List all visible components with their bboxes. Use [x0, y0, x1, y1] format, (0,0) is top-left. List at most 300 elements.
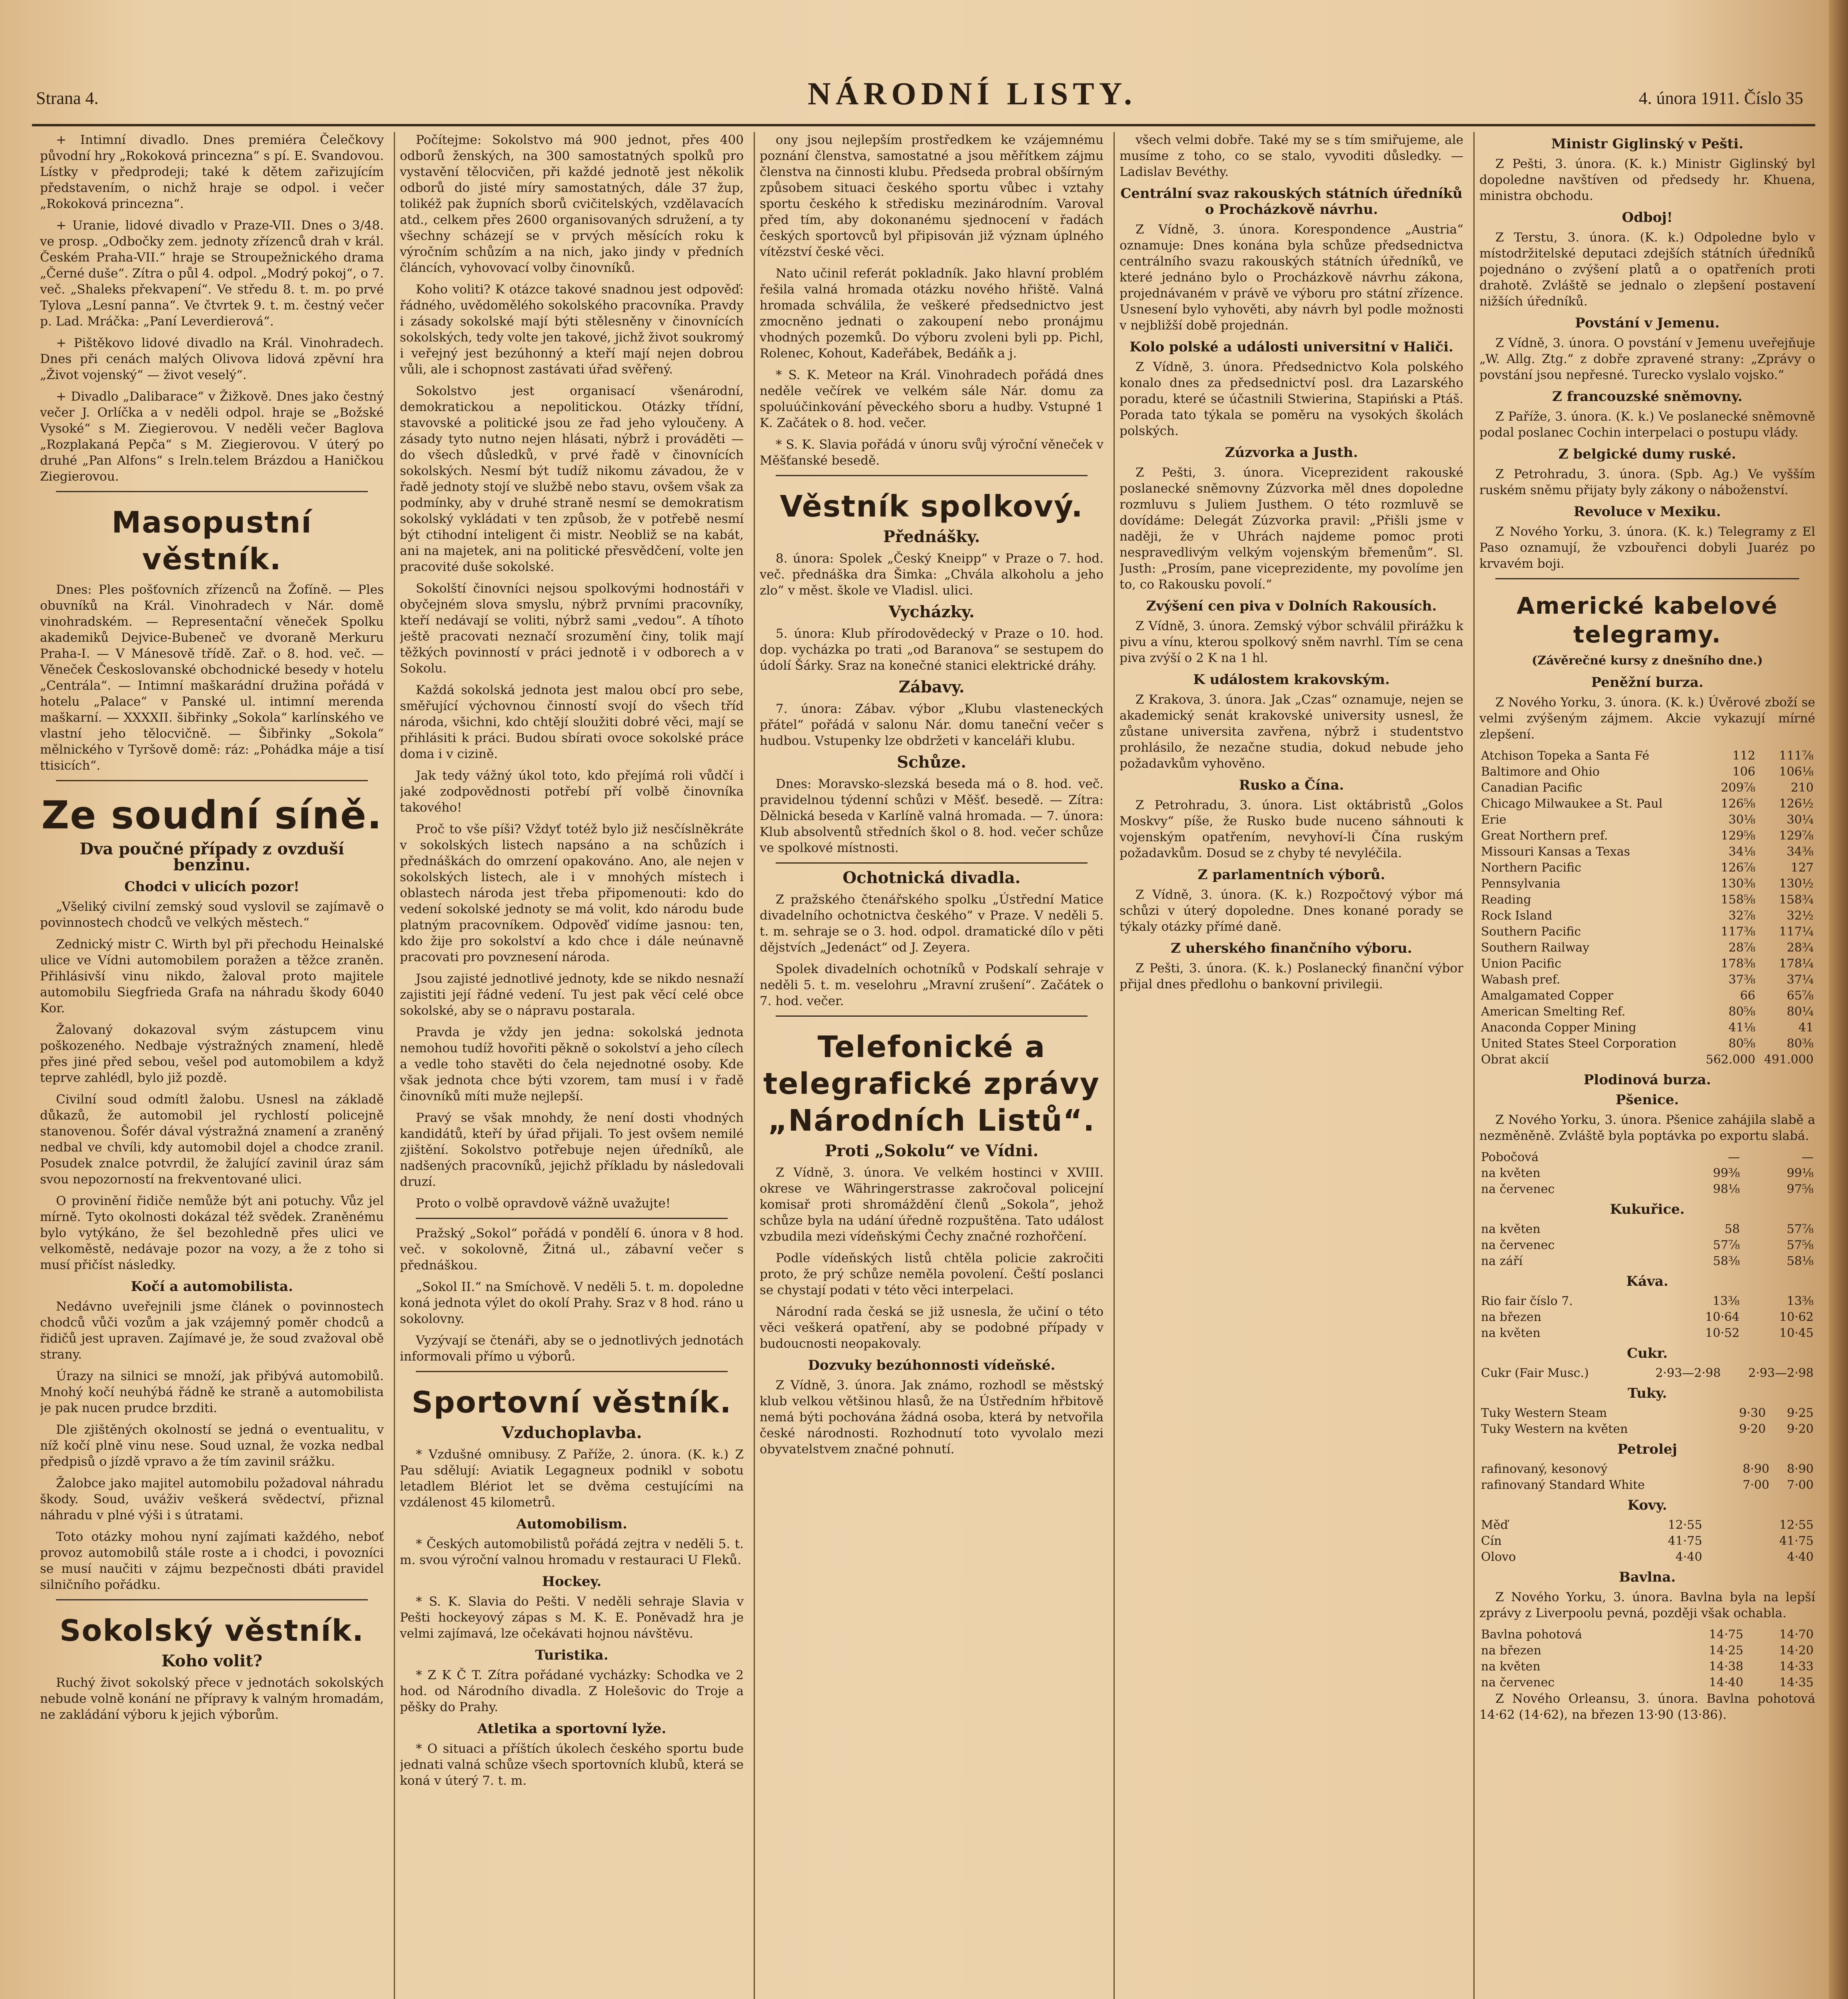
sokol-article-paragraph: Pravý se však mnohdy, že není dosti vhodných kandidátů, kteří by úřad přijali. To jest ovšem nemilé zjištění. Sokolstvo potřebuje nejen úředníků, ale nadšených pracovníků, jejichž příkladu by následovali druzí. [400, 1111, 744, 1189]
fat-table [1479, 1405, 1815, 1437]
news-paragraph: Z Petrohradu, 3. února. List oktábristů „Golos Moskvy“ píše, že Rusko bude nuceno sáhnouti k vojenským opatřením, nevyhoví-li Čína ruským požadavkům. Dosud se z chyby té nevyléčila. [1120, 798, 1463, 860]
quote-value: 34⅛ [1728, 845, 1756, 859]
section-title-sport: Sportovní věstník. [411, 1385, 732, 1420]
quote-value: 158¾ [1779, 893, 1814, 907]
quote-value: 57⅝ [1786, 1238, 1814, 1252]
quote-value: 80⅝ [1728, 1005, 1756, 1019]
news-heading: Povstání v Jemenu. [1575, 315, 1720, 331]
theatre-notice: + Intimní divadlo. Dnes premiéra Čelečkovy původní hry „Rokoková princezna“ s pí. E. Svandovou. Lístky v předprodeji; také k dětem zařizujícím představením, o nichž hraje se odpol. i večer „Rokoková princezna“. [40, 133, 384, 211]
section-rule [776, 862, 1088, 864]
theatre-notice: + Divadlo „Dalibarace“ v Žižkově. Dnes jako čestný večer J. Orlíčka a v neděli odpol. hraje se „Božské Vysoké“ s M. Ziegierovou. V neděli večer Baglova „Rozplakaná Pepča“ s M. Ziegierovou. V úterý po druhé „Pan Alfons“ s Ireln.telem Brázdou a Haničkou Ziegierovou. [40, 389, 384, 484]
quote-value: 130½ [1779, 877, 1814, 891]
quote-row [1479, 764, 1815, 780]
market-paragraph: Z Nového Yorku, 3. února. Pšenice zahájila slabě a nezměněně. Zvláště byla poptávka po exportu slabá. [1479, 1113, 1815, 1143]
quote-row [1479, 1477, 1815, 1493]
section-rule [776, 475, 1088, 476]
sport-paragraph: * Českých automobilistů pořádá zejtra v neděli 5. t. m. svou výroční valnou hromadu v restauraci U Fleků. [400, 1537, 744, 1567]
sokol-notice: Pražský „Sokol“ pořádá v pondělí 6. února v 8 hod. več. v sokolovně, Žitná ul., zábavní večer s přednáškou. [400, 1226, 744, 1273]
quote-label: Pennsylvania [1481, 877, 1561, 891]
quote-value: 41·75 [1779, 1534, 1814, 1548]
quote-value: 57⅞ [1786, 1222, 1814, 1236]
news-heading: Zúzvorka a Justh. [1225, 445, 1358, 461]
quote-row [1479, 1036, 1815, 1052]
quote-label: na březen [1481, 1644, 1541, 1658]
commodity-heading: Pšenice. [1615, 1092, 1679, 1108]
quote-value: 12·55 [1779, 1518, 1814, 1532]
sokol-notice: Vyzývají se čtenáři, aby se o jednotlivých jednotách informovali přímo u výborů. [400, 1333, 744, 1364]
quote-value: 2·93—2·98 [1655, 1366, 1721, 1380]
quote-row [1479, 1181, 1815, 1197]
news-heading: Ministr Giglinský v Pešti. [1551, 136, 1744, 152]
quote-value: 106⅛ [1779, 765, 1814, 779]
news-paragraph: Z Vídně, 3. února. Předsednictvo Kola polského konalo dnes za předsednictví posl. dra Lazarského poradu, které se účastnili Stwierina, Stapiński a Ptáš. Porada tato týkala se poměru na vysokých školách polských. [1120, 360, 1463, 438]
corn-table [1479, 1221, 1815, 1269]
column-2 [400, 132, 744, 1999]
quote-label: Tuky Western na květen [1481, 1422, 1628, 1436]
spolk-paragraph: Dnes: Moravsko-slezská beseda má o 8. hod. več. pravidelnou týdenní schůzi v Měšť. besedě. — Zítra: Dělnická beseda v Karlíně valná hromada. — 7. února: Klub absolventů středních škol o 8. hod. večer schůze ve spolkové místnosti. [760, 777, 1104, 855]
quote-label: rafinovaný Standard White [1481, 1478, 1645, 1492]
quote-row [1479, 780, 1815, 796]
quote-row [1479, 1517, 1815, 1533]
news-heading: Z parlamentních výborů. [1197, 867, 1385, 883]
sokol-subtitle: Koho volit? [161, 1652, 263, 1670]
news-paragraph: Z Paříže, 3. února. (K. k.) Ve poslanecké sněmovně podal poslanec Cochin interpelaci o postupu vlády. [1479, 409, 1815, 440]
quote-row [1479, 1405, 1815, 1421]
quote-value: 32½ [1786, 909, 1814, 923]
sport-club-paragraph: * S. K. Slavia pořádá v únoru svůj výroční věneček v Měšťanské besedě. [760, 437, 1104, 468]
court-paragraph: Žalovaný dokazoval svým zástupcem vinu poškozeného. Nedbaje výstražných znamení, hledě přes jiné před sebou, vešel pod automobilem a když teprve zahlédl, bylo již pozdě. [40, 1023, 384, 1085]
news-heading: Z francouzské sněmovny. [1552, 389, 1742, 405]
quote-value: 97⅝ [1786, 1182, 1814, 1196]
court-paragraph: „Všeliký civilní zemský soud vyslovil se zajímavě o povinnostech chodců ve velkých městech.“ [40, 900, 384, 930]
quote-row [1479, 1237, 1815, 1253]
auto-paragraph: Toto otázky mohou nyní zajímati každého, neboť provoz automobilů stále roste a i chodci, i povozníci se musí naučiti v zájmu bezpečnosti dbáti pravidel silničního pořádku. [40, 1530, 384, 1592]
quote-value: 112 [1732, 749, 1756, 763]
quote-value: 209⅞ [1720, 781, 1756, 795]
sokol-article-paragraph: Pravda je vždy jen jedna: sokolská jednota nemohou tudíž hovořiti pěkně o sokolství a jeho cílech a vedle toho stavěti do čela nejednotné osoby. Kde však jednota chce býti vzorem, tam musí i v řadě činovníků míti muže nejlepší. [400, 1025, 744, 1103]
quote-value: 30¼ [1786, 813, 1814, 827]
quote-value: 57⅞ [1713, 1238, 1740, 1252]
quote-label: Cukr (Fair Musc.) [1481, 1366, 1589, 1380]
quote-value: 58⅜ [1713, 1254, 1740, 1268]
quote-value: 37⅜ [1728, 973, 1756, 987]
quote-row [1479, 1325, 1815, 1341]
quote-label: Wabash pref. [1481, 973, 1561, 987]
quote-row [1479, 1309, 1815, 1325]
sport-paragraph: * S. K. Slavia do Pešti. V neděli sehraje Slavia v Pešti hockeyový zápas s M. K. E. Poněvadž hra je velmi zajímavá, lze očekávati hojnou návštěvu. [400, 1594, 744, 1641]
quote-value: 10·62 [1779, 1310, 1814, 1324]
quote-label: Bavlna pohotová [1481, 1628, 1582, 1642]
section-rule [56, 780, 368, 781]
quote-value: 14·25 [1709, 1644, 1744, 1658]
quote-row [1479, 1149, 1815, 1165]
commodity-heading: Bavlna. [1618, 1569, 1676, 1585]
quote-value: 66 [1740, 989, 1756, 1003]
sokol-article-paragraph: Sokolstvo jest organisací všenárodní, demokratickou a nepolitickou. Otázky třídní, stavovské a politické jsou ze řad jeho vyloučeny. A zásady tyto nutno nejen hlásati, nýbrž i prováděti — do všech důsledků, v prvé řadě v činovnících sokolských. Nesmí být tudíž nikomu závadou, že v řadě jednoty stojí ve službě nebo stavu, ovšem však za podmínky, aby v druhé straně nesmí se demokratism sokolský vykládati v ten způsob, že v potřebě nesmí být ctihodní inteligent či mistr. Neobliž se na kabát, ani na majetek, ani na politické přesvědčení, volte jen pracovité duše sokolské. [400, 384, 744, 574]
quote-value: 28¾ [1786, 941, 1814, 955]
masthead-title: NÁRODNÍ LISTY. [808, 76, 1137, 112]
sokol-article-paragraph: Jsou zajisté jednotlivé jednoty, kde se nikdo nesnaží zajistiti její řádné vedení. Tu jest pak věcí celé obce sokolské, aby se o nápravu postarala. [400, 972, 744, 1018]
sport-club-paragraph: Nato učinil referát pokladník. Jako hlavní problém řešila valná hromada otázku nového hřiště. Valná hromada schválila, že veškeré předsednictvo jest zmocněno jednati o zakoupení nebo pronájmu vhodných pozemků. Do výboru zvoleni byli pp. Pichl, Rolenec, Kohout, Kadeřábek, Bedáňk a j. [760, 266, 1104, 361]
quote-value: 99⅛ [1786, 1166, 1814, 1180]
quote-value: 28⅞ [1728, 941, 1756, 955]
sport-heading: Turistika. [535, 1647, 609, 1663]
quote-value: 127 [1790, 861, 1814, 875]
auto-subtitle: Kočí a automobilista. [131, 1279, 293, 1295]
commodity-heading: Káva. [1626, 1273, 1668, 1289]
quote-label: Anaconda Copper Mining [1481, 1021, 1636, 1035]
news-heading: Rusko a Čína. [1239, 777, 1344, 793]
quote-label: Chicago Milwaukee a St. Paul [1481, 797, 1663, 811]
sokol-article-paragraph: Proč to vše píši? Vždyť totéž bylo již nesčíslněkráte v sokolských listech napsáno a na schůzích i přednáškách do omrzení opakováno. Ano, ale nejen v sokolských listech, ale i v mnohých místech i oblastech národa jest třeba připomenouti: kdo do vedení sokolské jednoty se má volit, kdo národu bude platným pracovníkem. Odpověď vidíme jasnou: ten, kdo žije pro sokolství a kdo chce i dále neúnavně pracovati pro povznesení národa. [400, 822, 744, 964]
quote-row [1479, 908, 1815, 924]
quote-row [1479, 812, 1815, 828]
wheat-table [1479, 1149, 1815, 1197]
quote-value: 41·75 [1668, 1534, 1702, 1548]
page-number: Strana 4. [36, 88, 99, 108]
quote-value: 80⅝ [1728, 1037, 1756, 1051]
quote-label: American Smelting Ref. [1481, 1005, 1626, 1019]
quote-row [1479, 988, 1815, 1004]
section-rule [1495, 578, 1799, 579]
news-heading: K událostem krakovským. [1193, 672, 1390, 688]
quote-row [1479, 1020, 1815, 1036]
quote-label: Tuky Western Steam [1481, 1406, 1607, 1420]
quote-row [1479, 1052, 1815, 1068]
page-binding-edge [1829, 0, 1848, 1999]
news-paragraph: Z Pešti, 3. února. (K. k.) Poslanecký finanční výbor přijal dnes předlohu o bankovní privilegii. [1120, 961, 1463, 992]
news-paragraph: Z Pešti, 3. února. (K. k.) Ministr Giglinský byl dopoledne navštíven od předsedy hr. Khuena, ministra obchodu. [1479, 157, 1815, 203]
column-divider [394, 132, 395, 1999]
quote-row [1479, 844, 1815, 860]
quote-row [1479, 1293, 1815, 1309]
header-rule [32, 124, 1815, 126]
quote-value: 13⅜ [1712, 1294, 1740, 1308]
quote-row [1479, 1253, 1815, 1269]
quote-label: Canadian Pacific [1481, 781, 1583, 795]
spolk-subtitle: Schůze. [897, 753, 966, 772]
quote-label: Northern Pacific [1481, 861, 1581, 875]
quote-label: Cín [1481, 1534, 1502, 1548]
quote-label: na květen [1481, 1222, 1541, 1236]
auto-paragraph: Žalobce jako majitel automobilu požadoval náhradu škody. Soud, uváživ veškerá svědectví, přiznal náhradu v plné výši i s útratami. [40, 1476, 384, 1522]
amateur-theatre-paragraph: Spolek divadelních ochotníků v Podskalí sehraje v neděli 5. t. m. veselohru „Mravní zrušení“. Začátek o 7. hod. večer. [760, 962, 1104, 1008]
spolk-paragraph: 5. února: Klub přírodovědecký v Praze o 10. hod. dop. vycházka po trati „od Baranova“ se sestupem do údolí Šárky. Sraz na konečné stanici elektrické dráhy. [760, 626, 1104, 673]
quote-value: 58⅛ [1786, 1254, 1814, 1268]
quote-label: na září [1481, 1254, 1523, 1268]
court-paragraph: Zednický mistr C. Wirth byl při přechodu Heinalské ulice ve Vídni automobilem poražen a těžce zraněn. Přihlásivší vinu nikdo, žaloval proto majitele automobilu Siegfrieda Grafa na náhradu škody 6040 Kor. [40, 937, 384, 1015]
news-paragraph: všech velmi dobře. Také my se s tím smiřujeme, ale musíme z toho, co se stalo, vyvoditi důsledky. — Ladislav Bevéthy. [1120, 133, 1463, 179]
quote-row [1479, 796, 1815, 812]
section-rule [416, 1371, 728, 1372]
quote-value: 32⅞ [1728, 909, 1756, 923]
spolk-paragraph: 7. února: Zábav. výbor „Klubu vlasteneckých přátel“ pořádá v salonu Nár. domu taneční večer s hudbou. Vstupenky lze obdržeti v kanceláři klubu. [760, 702, 1104, 748]
quote-value: 158⅝ [1720, 893, 1756, 907]
quote-value: 126½ [1779, 797, 1814, 811]
auto-paragraph: Nedávno uveřejnili jsme článek o povinnostech chodců vůči vozům a jak vzájemný poměr chodců a řidičů jest upraven. Zajímavé je, že soud zvažoval obě strany. [40, 1299, 384, 1362]
quote-label: Union Pacific [1481, 957, 1562, 971]
spolk-subtitle: Vycházky. [888, 602, 975, 621]
quote-value: 14·38 [1709, 1660, 1744, 1674]
news-paragraph: Z Vídně, 3. února. Zemský výbor schválil přirážku k pivu a vínu, kterou spolkový sněm navrhl. Tím se cena piva zvýší o 2 K na 1 hl. [1120, 619, 1463, 665]
quote-label: Rio fair číslo 7. [1481, 1294, 1573, 1308]
quote-label: Měď [1481, 1518, 1508, 1532]
quote-label: na březen [1481, 1310, 1541, 1324]
quote-value: 111⅞ [1779, 749, 1814, 763]
quote-value: 14·35 [1779, 1676, 1814, 1690]
quote-row [1479, 1461, 1815, 1477]
quote-label: Rock Island [1481, 909, 1553, 923]
sport-club-paragraph: ony jsou nejlepším prostředkem ke vzájemnému poznání členstva, samostatné a jsou měřítkem zájmu členstva na činnosti klubu. Předseda probral obšírným způsobem situaci českého sportu vůbec i vztahy sportu českého k středisku mezinárodním. Varoval před tím, aby dokonanému sjednocení v řadách českých sportovců byl připisován již význam úplného vítězství české věci. [760, 133, 1104, 259]
quote-value: 178¼ [1779, 957, 1814, 971]
quote-value: 30⅛ [1728, 813, 1756, 827]
masopust-text: Dnes: Ples pošťovních zřízenců na Žofíně. — Ples obuvníků na Král. Vinohradech v Nár. domě vinohradském. — Representační věneček Spolku akademiků Dejvice-Bubeneč ve dvoraně Merkuru Praha-I. — V Mánesově třídě. Zař. o 8. hod. več. — Věneček Českoslovanské obchodnické besedy v hotelu „Centrála“. — Intimní maškarádní družina pořádá v hotelu „Palace“ v Panské ul. intimní merenda maškarní. — XXXXII. šibřinky „Sokola“ karlínského ve vlastní jeho tělocvičně. — Šibřinky „Sokola“ mělnického v Tyršově domě: ráz: „Pohádka máje a tisí ttisicích“. [40, 583, 384, 773]
sport-paragraph: * Z K Č T. Zítra pořádané vycházky: Schodka ve 2 hod. od Národního divadla. Z Holešovic do Troje a pěšky do Prahy. [400, 1668, 744, 1714]
news-heading: Z uherského finančního výboru. [1171, 940, 1412, 956]
sokol-article-paragraph: Každá sokolská jednota jest malou obcí pro sebe, směřující výchovnou činností svojí do všech tříd národa, všichni, kdo chtějí sloužiti dobré věci, mají se přihlásiti k práci. Budou sbírati ovoce sokolské práce doma i v cizině. [400, 683, 744, 761]
quote-row [1479, 1627, 1815, 1643]
quote-value: 491.000 [1764, 1053, 1814, 1067]
quote-label: na červenec [1481, 1676, 1555, 1690]
quote-value: 130⅜ [1720, 877, 1756, 891]
quote-value: 7·00 [1787, 1478, 1814, 1492]
sokol-article-paragraph: Koho voliti? K otázce takové snadnou jest odpověď: řádného, uvědomělého sokolského pracovníka. Pravdy i zásady sokolské mají býti stělesněny v činovnících sokolských, tedy volte jen takové, jichž život soukromý i veřejný jest bezúhonný a kteří mají nejen dobrou vůli, ale i schopnost zastávati úřad svěřený. [400, 282, 744, 377]
quote-row [1479, 1643, 1815, 1659]
quote-row [1479, 892, 1815, 908]
quote-value: 9·30 [1739, 1406, 1766, 1420]
page-header [28, 72, 1819, 120]
quote-value: 58 [1724, 1222, 1740, 1236]
auto-paragraph: Dle zjištěných okolností se jedná o eventualitu, v níž kočí plně vinu nese. Soud uznal, že vozka nedbal předpisů o jízdě vpravo a že tím zavinil srážku. [40, 1422, 384, 1469]
quote-label: Southern Pacific [1481, 925, 1581, 939]
cotton-table [1479, 1627, 1815, 1691]
column-divider [1114, 132, 1115, 1999]
section-title-sokol: Sokolský věstník. [59, 1614, 365, 1648]
stock-quotes-table [1479, 748, 1815, 1068]
quote-value: 8·90 [1787, 1462, 1814, 1476]
quote-value: 8·90 [1742, 1462, 1770, 1476]
quote-value: 13⅜ [1786, 1294, 1814, 1308]
market-paragraph: Z Nového Yorku, 3. února. Bavlna byla na lepší zprávy z Liverpoolu pevná, později však ochabla. [1479, 1590, 1815, 1620]
quote-value: 9·25 [1787, 1406, 1814, 1420]
news-paragraph: Z Terstu, 3. února. (K. k.) Odpoledne bylo v místodržitelské deputaci zdejších státních úředníků pojednáno o zvýšení platů a o opatřeních proti drahotě. Zvláště se jednalo o zlepšení postavení nižších úředníků. [1479, 230, 1815, 309]
quote-row [1479, 1659, 1815, 1675]
quote-label: rafinovaný, kesonový [1481, 1462, 1608, 1476]
auto-paragraph: Úrazy na silnici se množí, jak přibývá automobilů. Mnohý kočí neuhýbá řádně ke straně a automobilista je pak nucen prudce brzditi. [40, 1369, 384, 1415]
quote-value: 117¼ [1779, 925, 1814, 939]
news-heading: Revoluce v Mexiku. [1573, 504, 1721, 520]
court-paragraph: Civilní soud odmítl žalobu. Usnesl na základě důkazů, že automobil jel rychlostí policejně stanovenou. Šofér dával výstražná znamení a zraněný nedbal ve chvíli, kdy automobil dojel a chodce zranil. Posudek znalce potvrdil, že žalující zavinil úraz sám svou nepozorností na frekventované ulici. [40, 1092, 384, 1187]
news-paragraph: Z Petrohradu, 3. února. (Spb. Ag.) Ve vyšším ruském sněmu přijaty byly zákony o náboženství. [1479, 467, 1815, 497]
court-subtitle: Dva poučné případy z ovzduší benzinu. [80, 840, 344, 874]
column-3 [760, 132, 1104, 1999]
news-heading: Centrální svaz rakouských státních úředníků o Procházkově návrhu. [1120, 186, 1463, 217]
telegram-paragraph: Podle vídeňských listů chtěla policie zakročiti proto, že prý schůze neměla povolení. Čeští poslanci se chystají podati v této věci interpelaci. [760, 1251, 1104, 1297]
quote-value: 178⅜ [1720, 957, 1756, 971]
quote-label: Atchison Topeka a Santa Fé [1481, 749, 1650, 763]
sokol-article-paragraph: Jak tedy vážný úkol toto, kdo přejímá roli vůdčí i jaké zodpovědnosti potřebí pří volbě činovníka takového! [400, 768, 744, 815]
news-paragraph: Z Nového Yorku, 3. února. (K. k.) Telegramy z El Paso oznamují, že vzbouřenci dobyli Juaréz po krvavém boji. [1479, 525, 1815, 571]
market-paragraph: Z Nového Orleansu, 3. února. Bavlna pohotová 14·62 (14·62), na březen 13·90 (13·86). [1479, 1692, 1815, 1722]
court-paragraph: O provinění řidiče nemůže být ani potuchy. Vůz jel mírně. Tyto okolnosti dokázal též svědek. Zraněnému bylo vytýkáno, že šel bezohledně přes ulici ve velkoměstě, nedávaje pozor na vozy, a že z toho si musí přičíst následky. [40, 1194, 384, 1272]
quote-value: 126⅞ [1720, 861, 1756, 875]
quote-label: na květen [1481, 1166, 1541, 1180]
quote-value: 80¼ [1786, 1005, 1814, 1019]
quote-value: 41 [1798, 1021, 1814, 1035]
quote-value: — [1802, 1150, 1814, 1164]
quote-row [1479, 1549, 1815, 1565]
quote-label: Great Northern pref. [1481, 829, 1608, 843]
quote-value: 10·45 [1779, 1326, 1814, 1340]
sugar-table [1479, 1365, 1815, 1381]
quote-value: 126⅝ [1720, 797, 1756, 811]
quote-value: 99⅜ [1713, 1166, 1740, 1180]
section-rule [416, 1218, 728, 1219]
quote-label: Missouri Kansas a Texas [1481, 845, 1630, 859]
section-title-court: Ze soudní síně. [41, 793, 383, 838]
quote-value: 2·93—2·98 [1748, 1366, 1814, 1380]
quote-label: United States Steel Corporation [1481, 1037, 1677, 1051]
quote-label: na květen [1481, 1660, 1541, 1674]
news-paragraph: Z Vídně, 3. února. (K. k.) Rozpočtový výbor má schůzi v úterý dopoledne. Dnes konané porady se týkaly otázky přímé daně. [1120, 888, 1463, 934]
news-heading: Kolo polské a události universitní v Haliči. [1130, 339, 1453, 355]
sokol-notice: „Sokol II.“ na Smíchově. V neděli 5. t. m. dopoledne koná jednota výlet do okolí Prahy. Sraz v 8 hod. ráno u sokolovny. [400, 1280, 744, 1326]
quote-label: Obrat akcií [1481, 1053, 1549, 1067]
quote-row [1479, 860, 1815, 876]
court-subtitle-2: Chodci v ulicích pozor! [124, 879, 299, 895]
commodity-heading: Tuky. [1627, 1385, 1667, 1401]
coffee-table [1479, 1293, 1815, 1341]
quote-row [1479, 1221, 1815, 1237]
quote-row [1479, 1533, 1815, 1549]
sokol-article-paragraph: Proto o volbě opravdově vážně uvažujte! [416, 1196, 671, 1211]
news-paragraph: Z Vídně, 3. února. O povstání v Jemenu uveřejňuje „W. Allg. Ztg.“ z dobře zpravené strany: „Zprávy o povstání jsou nepřesné. Turecko vyslalo vojsko.“ [1479, 336, 1815, 382]
sokol-article-paragraph: Počítejme: Sokolstvo má 900 jednot, přes 400 odborů ženských, na 300 samostatných spolků pro vystavění tělocvičen, při každé jednotě jest několik odborů do jisté míry samostatných, dále 37 žup, tolikéž pak župních sborů cvičitelských, vzdělavacích atd., celkem přes 2600 organisovaných sdružení, a ty všechny scházejí se v prvých měsících roku k výročním schůzím a na nich, jako jindy v předních článcích, vyhovovací volby činovníků. [400, 133, 744, 275]
section-rule [56, 1599, 368, 1600]
market-paragraph: Z Nového Yorku, 3. února. (K. k.) Úvěrové zboží se velmi zvýšeným zájmem. Akcie vykazují mírné zlepšení. [1479, 695, 1815, 742]
spolk-paragraph: 8. února: Spolek „Český Kneipp“ v Praze o 7. hod. več. přednáška dra Šimka: „Chvála alkoholu a jeho zlo“ v měst. škole ve Vladisl. ulici. [760, 551, 1104, 598]
news-paragraph: Z Krakova, 3. února. Jak „Czas“ oznamuje, nejen se akademický senát krakovské university usnesl, že zůstane universita zavřena, nýbrž i studentstvo prohlásilo, že nezačne studia, dokud nebude jeho požadavkům vyhověno. [1120, 692, 1463, 771]
quote-label: na květen [1481, 1326, 1541, 1340]
american-subtitle: (Závěrečné kursy z dnešního dne.) [1532, 654, 1763, 668]
column-divider [754, 132, 755, 1999]
quote-row [1479, 1365, 1815, 1381]
amateur-theatre-paragraph: Z pražského čtenářského spolku „Ústřední Matice divadelního ochotnictva českého“ v Praze. V neděli 5. t. m. sehraje se o 3. hod. odpol. dramatické dílo v pěti dějstvích „Jedenáct“ od J. Zeyera. [760, 892, 1104, 955]
quote-label: Southern Railway [1481, 941, 1590, 955]
quote-value: 14·20 [1779, 1644, 1814, 1658]
spolk-subtitle: Přednášky. [883, 527, 980, 546]
commodity-heading: Kukuřice. [1610, 1201, 1685, 1217]
quote-value: 10·52 [1705, 1326, 1740, 1340]
quote-row [1479, 828, 1815, 844]
sport-paragraph: * Vzdušné omnibusy. Z Paříže, 2. února. (K. k.) Z Pau sdělují: Aviatik Legagneux podnikl v sobotu letadlem Blériot let se dvěma cestujícími na vzdálenost 45 kilometrů. [400, 1447, 744, 1510]
quote-value: 4·40 [1787, 1550, 1814, 1564]
quote-row [1479, 956, 1815, 972]
quote-value: 210 [1790, 781, 1814, 795]
news-paragraph: Z Pešti, 3. února. Viceprezident rakouské poslanecké sněmovny Zúzvorka měl dnes dopoledne rozmluvu s Juliem Justhem. O této rozmluvě se dovídáme: Delegát Zúzvorka pravil: „Přišli jsme v naději, že v Uhrách najdeme pomoc proti nespravedlivým velkým vojenským břemenům“. Sl. Justh: „Prosím, pane viceprezidente, my povolíme jen to, co Rakousku povolí.“ [1120, 465, 1463, 592]
market-heading: Plodinová burza. [1583, 1072, 1711, 1088]
quote-value: 9·20 [1739, 1422, 1766, 1436]
quote-value: 4·40 [1675, 1550, 1702, 1564]
quote-value: 10·64 [1705, 1310, 1740, 1324]
sokol-article-paragraph: Sokolští činovníci nejsou spolkovými hodnostáři v obyčejném slova smyslu, nýbrž prvními pracovníky, kteří nedávají se voliti, nýbrž sami „vedou“. A tíhoto ještě pracovati neznačí srozumění činy, tolik mají těžkých povinností v práci jednotě i v odborech a v Sokolu. [400, 581, 744, 676]
metal-table [1479, 1517, 1815, 1565]
news-heading: Z belgické dumy ruské. [1558, 446, 1736, 462]
quote-label: Pobočová [1481, 1150, 1539, 1164]
section-rule [776, 1015, 1088, 1017]
sport-heading: Hockey. [542, 1574, 602, 1590]
quote-row [1479, 1165, 1815, 1181]
section-title-telegrams: Telefonické a telegrafické zprávy „Národních Listů“. [763, 1030, 1100, 1138]
section-title-spolkovy: Věstník spolkový. [780, 489, 1084, 524]
theatre-notice: + Pištěkovo lidové divadlo na Král. Vinohradech. Dnes při cenách malých Olivova lidová zpěvní hra „Život vojenský“ — život veselý“. [40, 336, 384, 382]
commodity-heading: Petrolej [1617, 1441, 1677, 1457]
quote-value: 562.000 [1706, 1053, 1756, 1067]
quote-row [1479, 876, 1815, 892]
quote-value: 106 [1732, 765, 1756, 779]
section-rule [56, 491, 368, 492]
quote-value: 9·20 [1787, 1422, 1814, 1436]
spolk-subtitle: Zábavy. [898, 678, 965, 696]
quote-label: Reading [1481, 893, 1531, 907]
quote-row [1479, 1004, 1815, 1020]
news-heading: Zvýšení cen piva v Dolních Rakousích. [1146, 598, 1437, 614]
sport-paragraph: * O situaci a příštích úkolech českého sportu bude jednati valná schůze všech sportovních klubů, která se koná v úterý 7. t. m. [400, 1742, 744, 1788]
column-divider [1473, 132, 1475, 1999]
telegram-paragraph: Národní rada česká se již usnesla, že učiní o této věci veškerá opatření, aby se podobné případy v budoucnosti neopakovaly. [760, 1305, 1104, 1351]
quote-value: 117⅜ [1720, 925, 1756, 939]
sport-heading: Atletika a sportovní lyže. [477, 1721, 667, 1737]
quote-value: 98⅛ [1713, 1182, 1740, 1196]
quote-label: na červenec [1481, 1238, 1555, 1252]
theatre-notice: + Uranie, lidové divadlo v Praze-VII. Dnes o 3/48. ve prosp. „Odbočky zem. jednoty zřízenců drah v král. Českém Praha-VII.“ hraje se Stroupežnického drama „Černé duše“. Zítra o půl 4. odpol. „Modrý pokoj“, o 7. več. „Shaleks překvapení“. Ve středu 8. t. m. po prvé Tylova „Lesní panna“. Ve čtvrtek 9. t. m. čestný večer p. Lad. Mráčka: „Paní Leverdierová“. [40, 218, 384, 329]
quote-label: Olovo [1481, 1550, 1516, 1564]
quote-value: 14·70 [1779, 1628, 1814, 1642]
telegram-subtitle: Proti „Sokolu“ ve Vídni. [824, 1141, 1039, 1160]
quote-value: 37¼ [1786, 973, 1814, 987]
news-paragraph: Z Vídně, 3. února. Korespondence „Austria“ oznamuje: Dnes konána byla schůze předsednictva centrálního svazu rakouských státních úředníků, ve které jednáno bylo o Procházkově návrhu zákona, projednávaném v právě ve výboru pro státní zřízence. Usnesení bylo vyhověti, aby návrh byl podle možnosti v nejbližší době projednán. [1120, 222, 1463, 333]
quote-value: 80⅜ [1786, 1037, 1814, 1051]
quote-label: na červenec [1481, 1182, 1555, 1196]
commodity-heading: Cukr. [1627, 1345, 1668, 1361]
quote-value: 41⅛ [1728, 1021, 1756, 1035]
telegram-paragraph: Z Vídně, 3. února. Ve velkém hostinci v XVIII. okrese ve Währingerstrasse zakročoval policejní komisař proti shromáždění členů „Sokola“, jehož schůze byla na udání úředně rozpuštěna. Tato událost vzbudila mezi vídeňskými Čechy značné rozhořčení. [760, 1165, 1104, 1244]
amateur-theatre-title: Ochotnická divadla. [842, 868, 1021, 887]
quote-row [1479, 1675, 1815, 1691]
quote-label: Baltimore and Ohio [1481, 765, 1600, 779]
sport-club-paragraph: * S. K. Meteor na Král. Vinohradech pořádá dnes neděle večírek ve velkém sále Nár. domu za spoluúčinkování pěveckého sboru a hudby. Vstupné 1 K. Začátek o 8. hod. večer. [760, 368, 1104, 430]
sokol-paragraph: Ruchý život sokolský přece v jednotách sokolských nebude volně konání ne přípravy k valným hromadám, ne zakládání výboru k jejich výborům. [40, 1676, 384, 1722]
sport-heading: Automobilism. [516, 1516, 627, 1532]
quote-label: Erie [1481, 813, 1507, 827]
telegram-heading: Dozvuky bezúhonnosti vídeňské. [808, 1357, 1056, 1373]
issue-date: 4. února 1911. Číslo 35 [1638, 88, 1803, 108]
quote-value: 14·33 [1779, 1660, 1814, 1674]
telegram-paragraph: Z Vídně, 3. února. Jak známo, rozhodl se městský klub velkou většinou hlasů, že na Ústředním hřbitově nemá býti pochována žádná osoba, která by netvořila české národnosti. Rozhodnutí toto vyvolalo mezi obyvatelstvem značné pohnutí. [760, 1378, 1104, 1456]
section-title-american-cables: Americké kabelové telegramy. [1517, 592, 1778, 648]
quote-value: 12·55 [1668, 1518, 1702, 1532]
commodity-heading: Kovy. [1627, 1497, 1667, 1513]
quote-value: 129⅝ [1720, 829, 1756, 843]
column-1 [40, 132, 384, 1999]
oil-table [1479, 1461, 1815, 1493]
quote-value: 129⅞ [1779, 829, 1814, 843]
column-4 [1120, 132, 1463, 1999]
news-heading: Odboj! [1622, 209, 1673, 225]
column-5 [1479, 132, 1815, 1999]
quote-row [1479, 924, 1815, 940]
quote-row [1479, 748, 1815, 764]
